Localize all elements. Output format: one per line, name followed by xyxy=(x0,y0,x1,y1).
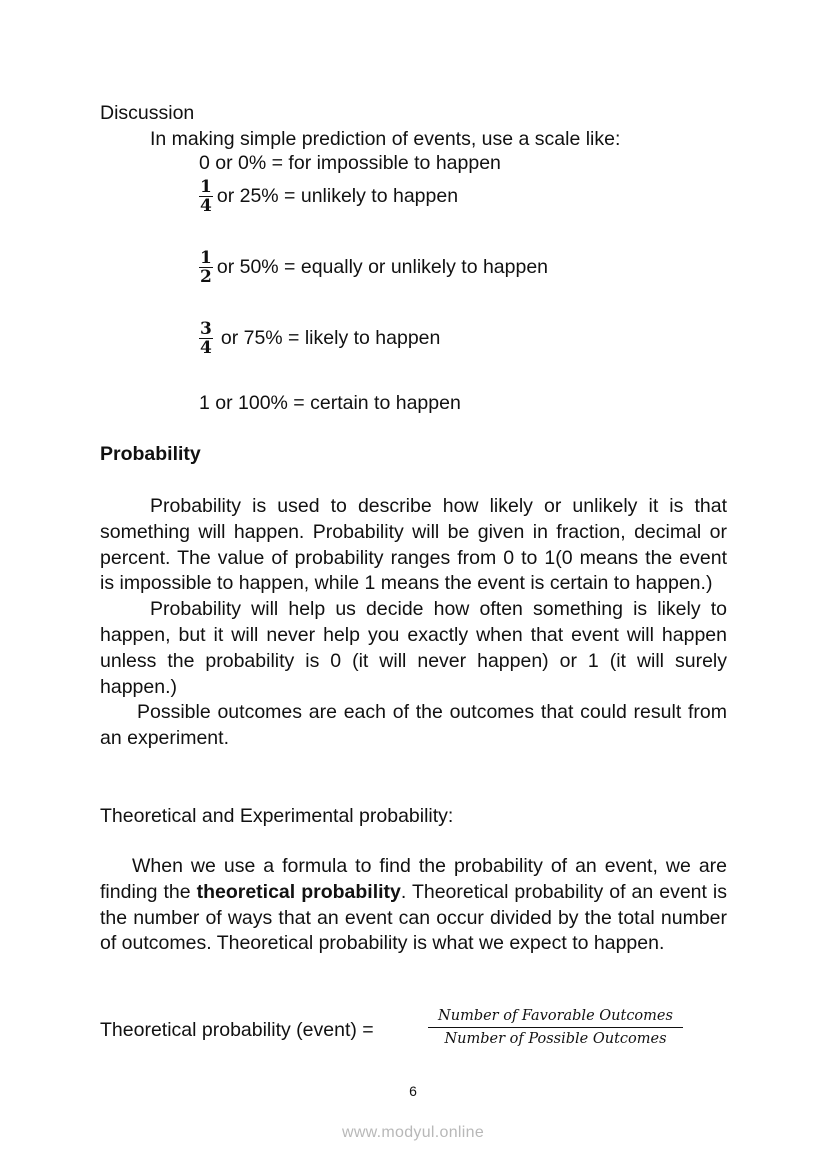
scale-item-equally xyxy=(199,249,548,286)
fraction-one-half: $\frac{1}{2}$ xyxy=(200,248,212,287)
scale-text: or 75% = likely to happen xyxy=(220,327,441,349)
scale-text: 1 or 100% = certain to happen xyxy=(199,392,461,414)
paragraph-outcomes: Possible outcomes are each of the outcomes that could result from an experiment. xyxy=(100,701,727,750)
discussion-title: Discussion xyxy=(100,102,195,124)
fraction-three-fourths: $\frac{3}{4}$ xyxy=(200,319,212,358)
formula-fraction xyxy=(428,1008,683,1047)
paragraph-definition: Probability is used to describe how likely or unlikely it is that something will happen. Probability will be given in fraction, decimal or percent. The value of probability ranges from 0 to 1(0 means the event is impossible to happen, while 1 means the event is certain to happen.) xyxy=(100,495,727,595)
scale-text: 0 or 0% = for impossible to happen xyxy=(199,152,501,174)
theoretical-body xyxy=(100,854,727,957)
paragraph-theoretical: When we use a formula to find the probability of an event, we are finding the theoretical probability. Theoretical probability of an event is the number of ways that an event can occur divided by the total number of outcomes. Theoretical probability is what we expect to happen. xyxy=(100,855,728,955)
scale-item-likely xyxy=(199,320,440,357)
scale-item-impossible xyxy=(199,152,501,175)
subheading-theoretical-experimental: Theoretical and Experimental probability: xyxy=(100,805,454,827)
bold-term-theoretical-probability: theoretical probability xyxy=(196,880,401,903)
formula-numerator: Number of Favorable Outcomes xyxy=(428,1008,683,1028)
formula-denominator: Number of Possible Outcomes xyxy=(444,1031,667,1047)
scale-text: or 50% = equally or unlikely to happen xyxy=(216,256,549,278)
page-number: 6 xyxy=(409,1083,417,1099)
discussion-intro: In making simple prediction of events, use a scale like: xyxy=(150,128,621,150)
scale-item-certain xyxy=(199,392,461,415)
probability-body xyxy=(100,494,727,752)
scale-item-unlikely xyxy=(199,178,458,215)
fraction-one-fourth: $\frac{1}{4}$ xyxy=(200,177,212,216)
paragraph-usage: Probability will help us decide how often something is likely to happen, but it will never help you exactly when that event will happen unless the probability is 0 (it will never happen) or 1 (it will surely happen.) xyxy=(100,598,727,698)
scale-text: or 25% = unlikely to happen xyxy=(216,185,459,207)
section-heading-probability: Probability xyxy=(100,443,201,465)
formula-label: Theoretical probability (event) = xyxy=(100,1019,374,1041)
watermark: www.modyul.online xyxy=(341,1124,485,1141)
